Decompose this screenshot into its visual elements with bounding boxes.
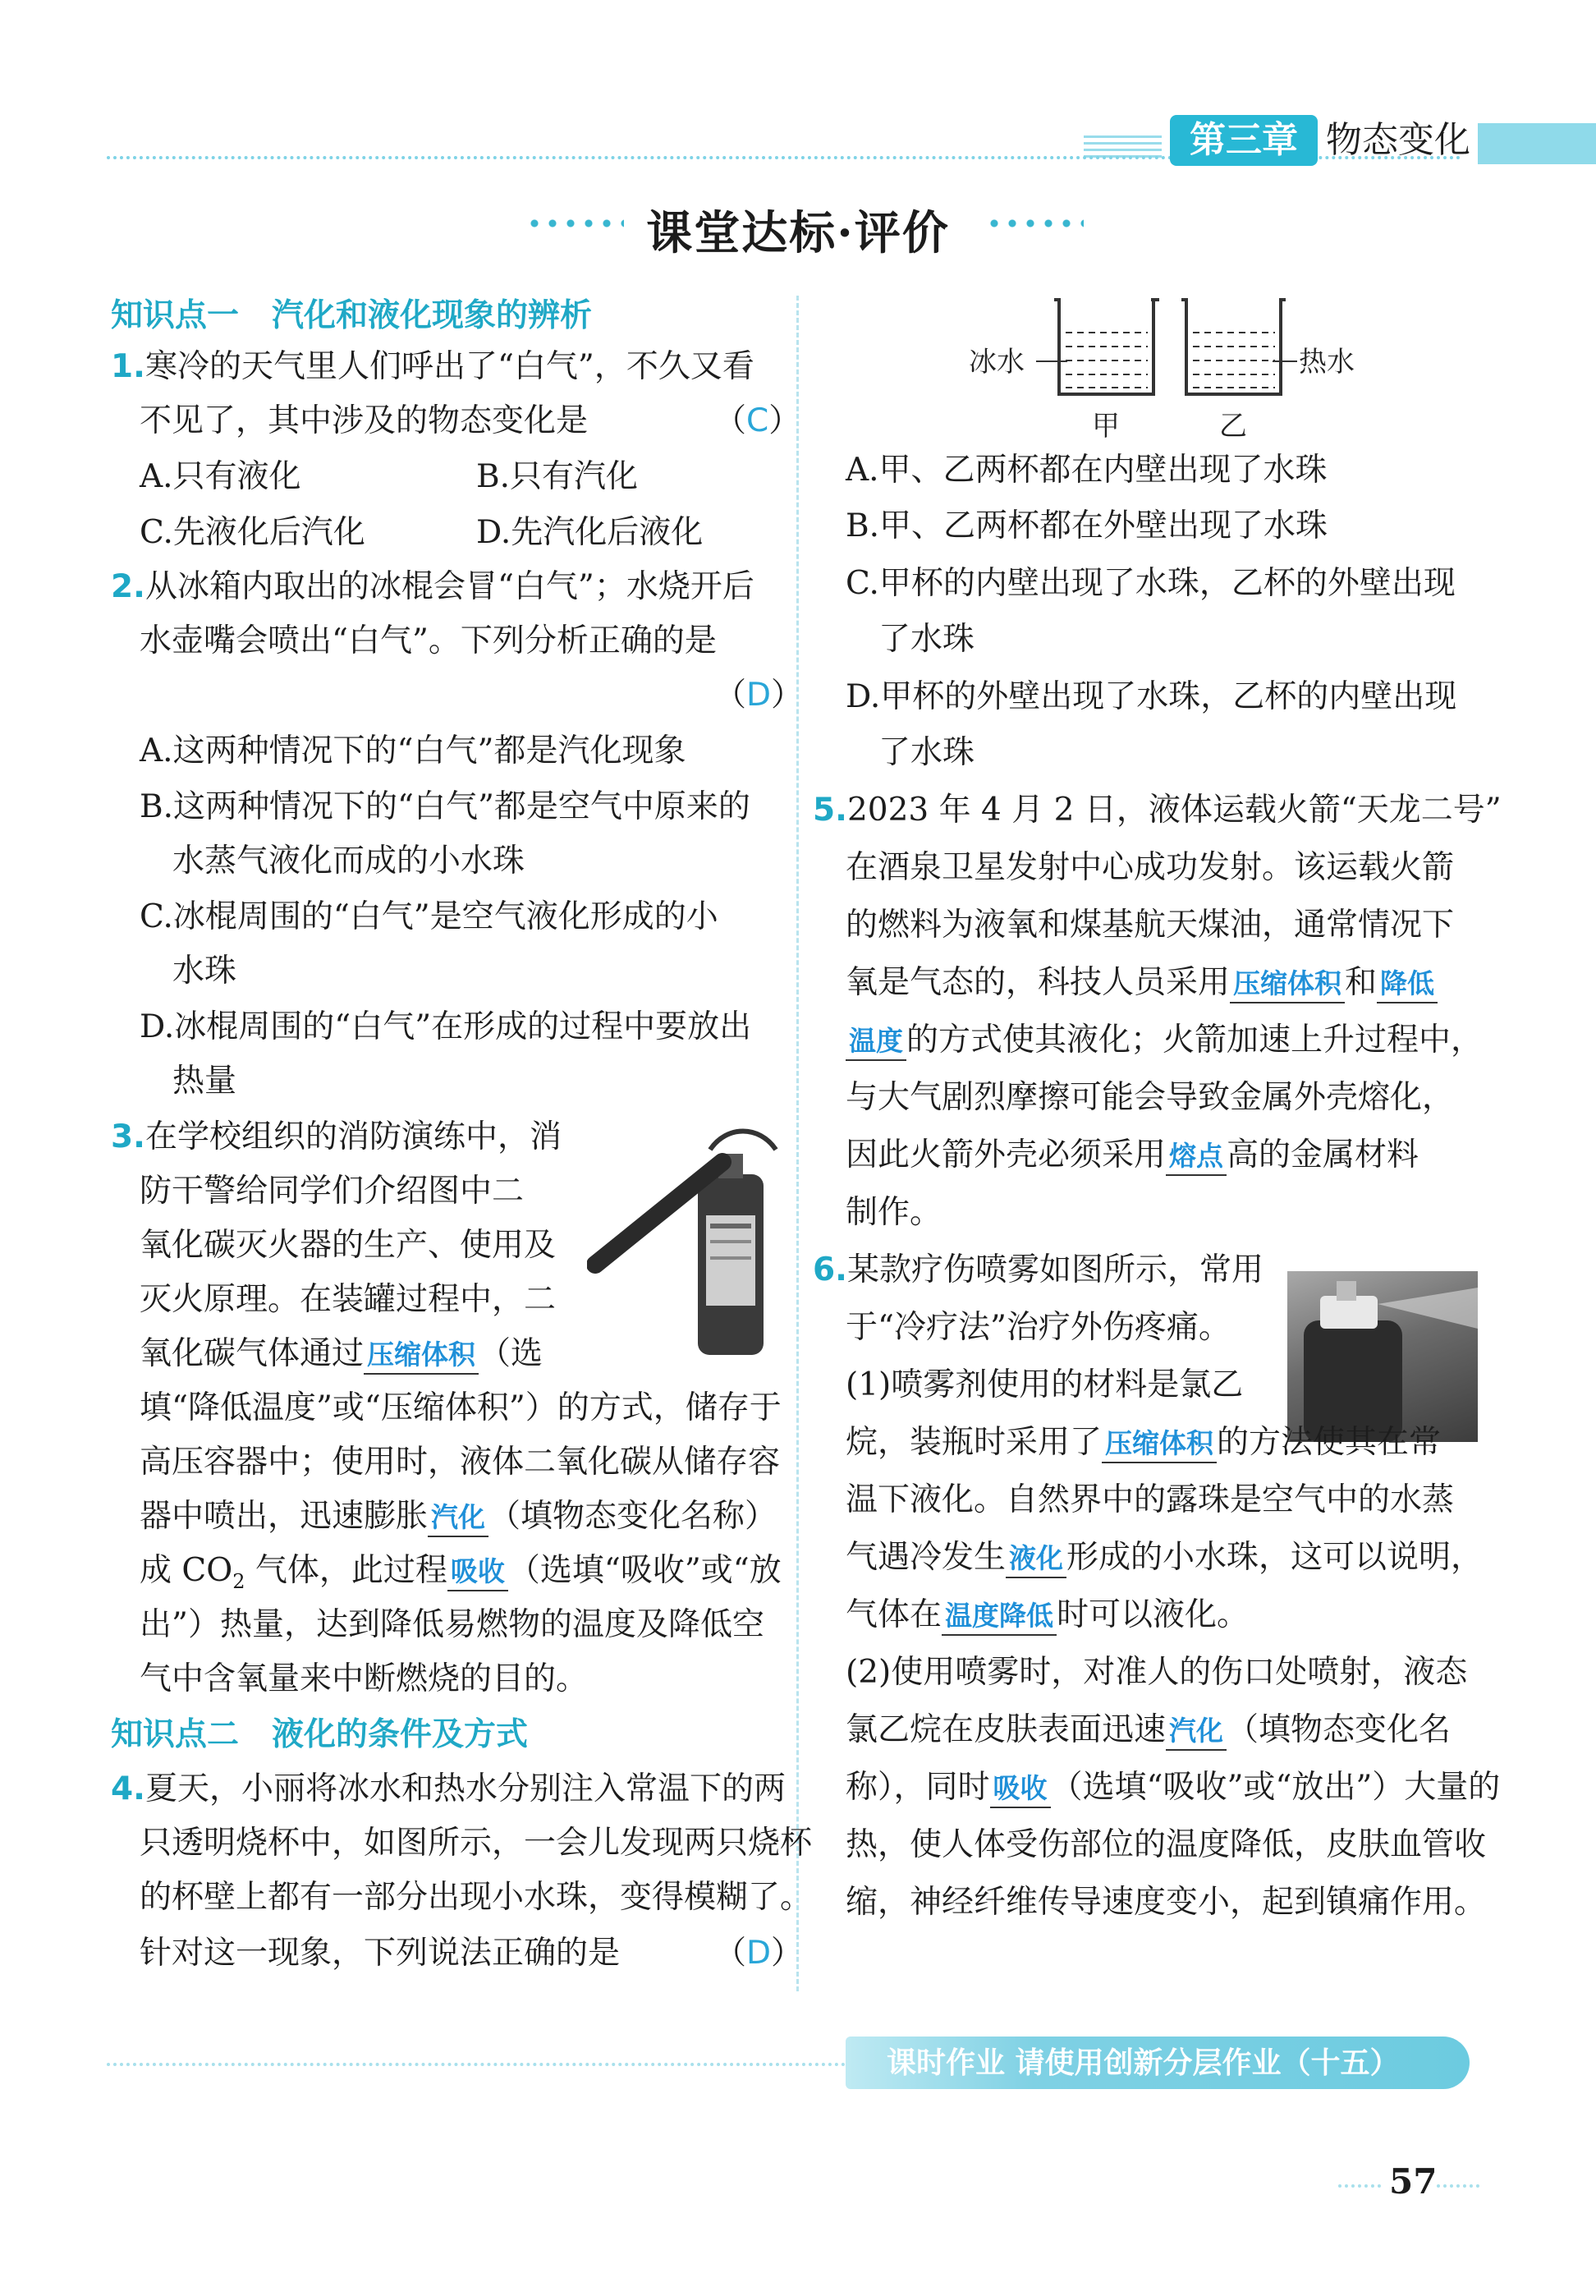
- footer-dotted-rule: [107, 2063, 846, 2066]
- column-divider: [796, 296, 799, 1991]
- q2-option-d-cont: 热量: [172, 1063, 237, 1100]
- q3-line-5: [140, 1334, 543, 1375]
- spray-can-graphic: [1287, 1271, 1478, 1442]
- q2-stem-1: 从冰箱内取出的冰棍会冒“白气”；水烧开后: [144, 568, 754, 605]
- q4-line-3: 的杯壁上都有一部分出现小水珠，变得模糊了。: [140, 1879, 813, 1916]
- q6-l10a: 称），同时: [846, 1769, 990, 1806]
- q2-option-c: C.冰棍周围的“白气”是空气液化形成的小: [140, 898, 718, 935]
- q4-option-c: C.甲杯的内壁出现了水珠，乙杯的外壁出现: [846, 565, 1456, 602]
- chapter-tag: [1170, 115, 1318, 166]
- q6-l9a: 氯乙烷在皮肤表面迅速: [846, 1711, 1167, 1748]
- q6-line-4: [846, 1422, 1441, 1463]
- q2-option-c-cont: 水珠: [172, 953, 237, 990]
- q3-l5b: （选: [479, 1335, 543, 1372]
- q3-text-1: 在学校组织的消防演练中，消: [144, 1118, 562, 1155]
- q3-line-9: [140, 1550, 782, 1602]
- q2-option-b: B.这两种情况下的“白气”都是空气中原来的: [140, 788, 750, 825]
- q3-line-7: 高压容器中；使用时，液体二氧化碳从储存容: [140, 1444, 781, 1481]
- q5-l4a: 氧是气态的，科技人员采用: [846, 964, 1231, 1001]
- label-cup-b: 乙: [1219, 410, 1247, 443]
- q3-line-11: 气中含氧量来中断燃烧的目的。: [140, 1660, 589, 1697]
- spray-photo: [1287, 1271, 1478, 1442]
- q3-l8a: 器中喷出，迅速膨胀: [140, 1498, 429, 1535]
- q6-line-8: (2)使用喷雾时，对准人的伤口处喷射，液态: [846, 1654, 1468, 1691]
- q4-option-c-cont: 了水珠: [878, 621, 975, 658]
- q6-answer-4: 汽化: [1166, 1713, 1227, 1751]
- q6-line-6: [846, 1537, 1483, 1578]
- q6-l6b: 形成的小水珠，这可以说明，: [1066, 1539, 1484, 1576]
- extinguisher-figure: [587, 1117, 784, 1363]
- q6-number: 6.: [813, 1251, 847, 1288]
- q6-answer-3: 温度降低: [942, 1598, 1057, 1636]
- q6-line-12: 缩，神经纤维传导速度变小，起到镇痛作用。: [846, 1884, 1487, 1921]
- q1-answer: （C）: [714, 402, 801, 439]
- q1-option-c: C.先液化后汽化: [140, 514, 365, 551]
- q2-option-a: A.这两种情况下的“白气”都是汽化现象: [140, 732, 686, 769]
- q5-l4b: 和: [1345, 964, 1378, 1001]
- q5-line-5: [846, 1020, 1483, 1061]
- q6-line-11: 热，使人体受伤部位的温度降低，皮肤血管收: [846, 1826, 1487, 1863]
- q4-option-a: A.甲、乙两杯都在内壁出现了水珠: [846, 452, 1328, 489]
- q6-l7a: 气体在: [846, 1596, 942, 1633]
- q5-l7b: 高的金属材料: [1227, 1137, 1419, 1173]
- q2-number: 2.: [111, 568, 145, 605]
- q6-answer-1: 压缩体积: [1102, 1426, 1217, 1463]
- q4-number: 4.: [111, 1770, 145, 1807]
- q5-line-6: 与大气剧烈摩擦可能会导致金属外壳熔化，: [846, 1079, 1455, 1116]
- q1-stem-line-2: 不见了，其中涉及的物态变化是: [140, 402, 589, 439]
- q5-answer-2a: 降低: [1377, 966, 1438, 1003]
- q4-answer: （D）: [714, 1935, 804, 1972]
- q4-text-1: 夏天，小丽将冰水和热水分别注入常温下的两: [144, 1770, 786, 1807]
- q4-option-d: D.甲杯的外壁出现了水珠，乙杯的内壁出现: [846, 678, 1457, 715]
- knowledge-point-2: [111, 1715, 528, 1756]
- q6-answer-5: 吸收: [990, 1770, 1051, 1808]
- q2-option-d: D.冰棍周围的“白气”在形成的过程中要放出: [140, 1008, 752, 1045]
- q1-number: 1.: [111, 348, 145, 385]
- label-hot-water: 热水: [1299, 346, 1355, 379]
- q5-l7a: 因此火箭外壳必须采用: [846, 1137, 1167, 1173]
- q3-l9c: （选填“吸收”或“放: [507, 1552, 782, 1589]
- q5-answer-2b: 温度: [846, 1023, 906, 1061]
- q3-line-8: [140, 1496, 777, 1537]
- q3-l5a: 氧化碳气体通过: [140, 1335, 365, 1372]
- q6-answer-2: 液化: [1006, 1541, 1066, 1578]
- q2-stem-line-2: 水壶嘴会喷出“白气”。下列分析正确的是: [140, 622, 717, 659]
- q2-answer: （D）: [714, 677, 804, 714]
- q1-option-b: B.只有汽化: [476, 458, 639, 495]
- q5-answer-3: 熔点: [1166, 1138, 1227, 1176]
- q6-line-10: [846, 1767, 1500, 1808]
- page-number: 57: [1389, 2161, 1438, 2202]
- q3-l9a: 成 CO: [140, 1552, 233, 1589]
- q2-stem-line-1: [111, 567, 754, 608]
- q3-line-3: 氧化碳灭火器的生产、使用及: [140, 1227, 557, 1264]
- q3-l8b: （填物态变化名称）: [488, 1498, 777, 1535]
- q3-l9b: 气体，此过程: [245, 1552, 447, 1589]
- label-ice-water: 冰水: [969, 346, 1025, 379]
- q6-l6a: 气遇冷发生: [846, 1539, 1007, 1576]
- q5-l5: 的方式使其液化；火箭加速上升过程中，: [906, 1022, 1484, 1058]
- q6-line-1: [813, 1250, 1264, 1291]
- q5-line-2: 在酒泉卫星发射中心成功发射。该运载火箭: [846, 849, 1455, 886]
- beaker-figure: [969, 287, 1363, 443]
- q4-option-b: B.甲、乙两杯都在外壁出现了水珠: [846, 507, 1328, 544]
- q6-l4b: 的方法使其在常: [1217, 1424, 1442, 1461]
- q3-line-1: [111, 1117, 562, 1158]
- q1-stem-line-1: [111, 347, 754, 388]
- q6-l1: 某款疗伤喷雾如图所示，常用: [846, 1251, 1264, 1288]
- section-title: 课堂达标·评价: [646, 206, 950, 260]
- q3-line-2: 防干警给同学们介绍图中二: [140, 1173, 525, 1210]
- q2-answer-letter: D: [746, 677, 772, 714]
- label-cup-a: 甲: [1092, 410, 1120, 443]
- q6-line-7: [846, 1595, 1249, 1636]
- q6-l7b: 时可以液化。: [1057, 1596, 1250, 1633]
- q1-option-d: D.先汽化后液化: [476, 514, 704, 551]
- q5-line-1: [813, 790, 1502, 831]
- chapter-title: 物态变化: [1326, 119, 1470, 161]
- q4-line-4: 针对这一现象，下列说法正确的是: [140, 1935, 621, 1972]
- page-number-dots-right: [1437, 2184, 1479, 2188]
- kp2-label: 知识点二: [111, 1716, 240, 1753]
- q6-l10b: （选填“吸收”或“放出”）大量的: [1050, 1769, 1501, 1806]
- knowledge-point-1: [111, 296, 592, 337]
- q3-answer-3: 吸收: [447, 1554, 508, 1591]
- q3-line-6: 填“降低温度”或“压缩体积”）的方式，储存于: [140, 1389, 782, 1426]
- q1-answer-letter: C: [746, 402, 769, 439]
- q1-option-a: A.只有液化: [140, 458, 301, 495]
- q2-option-b-cont: 水蒸气液化而成的小水珠: [172, 843, 525, 879]
- kp1-title: 汽化和液化现象的辨析: [272, 297, 593, 334]
- q5-number: 5.: [813, 792, 847, 829]
- q5-line-8: 制作。: [846, 1194, 942, 1231]
- q5-answer-1: 压缩体积: [1230, 966, 1345, 1003]
- header-accent-bar: [1478, 123, 1596, 164]
- q3-number: 3.: [111, 1118, 145, 1155]
- q3-line-4: 灭火原理。在装罐过程中，二: [140, 1281, 557, 1318]
- homework-text: 课时作业 请使用创新分层作业（十五）: [887, 2046, 1400, 2080]
- header-decoration: [1084, 135, 1162, 160]
- q3-l9sub: 2: [232, 1569, 245, 1593]
- kp1-label: 知识点一: [111, 297, 240, 334]
- q5-line-7: [846, 1135, 1419, 1176]
- q4-answer-letter: D: [746, 1935, 772, 1972]
- title-ornament-right: [985, 218, 1084, 228]
- q6-line-5: 温下液化。自然界中的露珠是空气中的水蒸: [846, 1481, 1455, 1518]
- q3-answer-2: 汽化: [428, 1499, 488, 1537]
- q6-line-3: (1)喷雾剂使用的材料是氯乙: [846, 1366, 1244, 1403]
- q5-line-4: [846, 962, 1438, 1003]
- q5-l1: 2023 年 4 月 2 日，液体运载火箭“天龙二号”: [846, 792, 1502, 829]
- q4-line-2: 只透明烧杯中，如图所示，一会儿发现两只烧杯: [140, 1825, 813, 1862]
- q4-line-1: [111, 1769, 786, 1810]
- chapter-tag-label: 第三章: [1190, 119, 1298, 161]
- q6-l9b: （填物态变化名: [1227, 1711, 1452, 1748]
- q3-answer-1: 压缩体积: [364, 1337, 479, 1375]
- q6-line-2: 于“冷疗法”治疗外伤疼痛。: [846, 1309, 1231, 1346]
- page-number-dots-left: [1338, 2184, 1381, 2188]
- q6-l4a: 烷，装瓶时采用了: [846, 1424, 1103, 1461]
- q6-line-9: [846, 1710, 1451, 1751]
- q4-option-d-cont: 了水珠: [878, 734, 975, 771]
- q5-line-3: 的燃料为液氧和煤基航天煤油，通常情况下: [846, 907, 1455, 944]
- kp2-title: 液化的条件及方式: [272, 1716, 529, 1753]
- q3-line-10: 出”）热量，达到降低易燃物的温度及降低空: [140, 1606, 764, 1643]
- q1-stem-1: 寒冷的天气里人们呼出了“白气”，不久又看: [144, 348, 754, 385]
